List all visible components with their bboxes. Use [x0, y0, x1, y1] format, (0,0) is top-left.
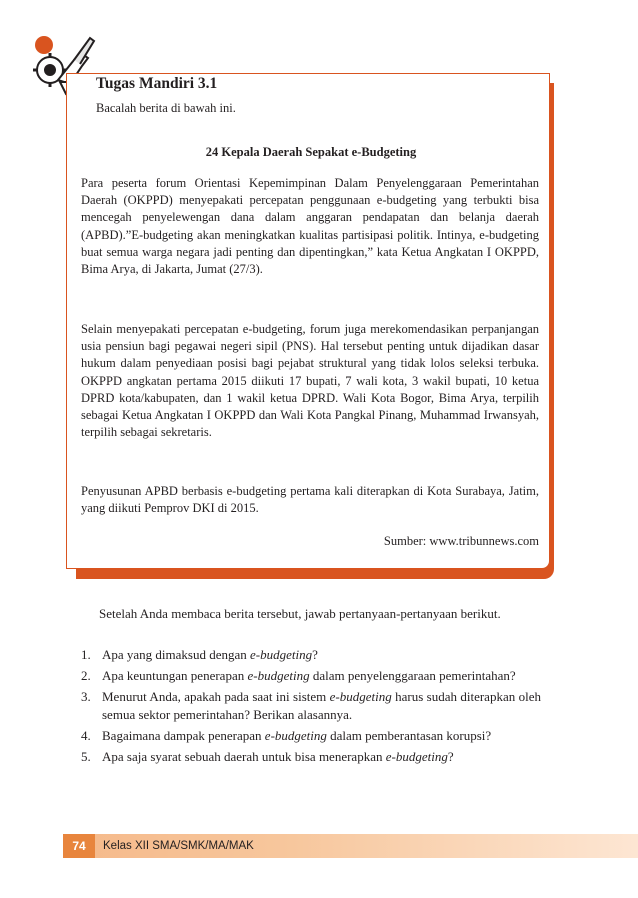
task-title: Tugas Mandiri 3.1: [96, 75, 218, 92]
question-number: 5.: [81, 749, 91, 764]
questions-intro: [81, 605, 539, 623]
task-instruction: Bacalah berita di bawah ini.: [96, 101, 236, 115]
page-number: 74: [63, 834, 95, 858]
question-item: [81, 688, 541, 724]
question-text: Apa keuntungan penerapan: [102, 668, 248, 683]
article-paragraph: Penyusunan APBD berbasis e-budgeting pertama kali diterapkan di Kota Surabaya, Jatim, yang diikuti Pemprov DKI di 2015.: [81, 484, 539, 516]
questions-intro-text: Setelah Anda membaca berita tersebut, jawab pertanyaan-pertanyaan berikut.: [99, 606, 501, 621]
question-list: [81, 646, 541, 769]
question-text: harus sudah diterapkan oleh semua sektor pemerintahan? Berikan alasannya.: [102, 689, 541, 722]
question-text: ?: [312, 647, 318, 662]
question-item: [81, 727, 541, 745]
book-title: Kelas XII SMA/SMK/MA/MAK: [103, 840, 254, 852]
article-source: Sumber: www.tribunnews.com: [383, 534, 539, 548]
article-paragraph: Selain menyepakati percepatan e-budgeting, forum juga merekomendasikan perpanjangan usia pensiun bagi pegawai negeri sipil (PNS). Hal tersebut penting untuk dijadikan dasar hukum dalam penyediaan posisi bagi pejabat struktural yang tidak lolos seleksi terbuka. OKPPD angkatan pertama 2015 diikuti 17 bupati, 7 wali kota, 3 wakil bupati, 10 ketua DPRD kota/kabupaten, dan 1 wakil ketua DPRD. Wali Kota Bogor, Bima Arya, terpilih sebagai Ketua Angkatan I OKPPD dan Wali Kota Pangkal Pinang, Muhammad Irwansyah, terpilih sebagai sekretaris.: [81, 322, 539, 440]
question-term: e-budgeting: [329, 689, 392, 704]
question-number: 3.: [81, 689, 91, 704]
article-title: 24 Kepala Daerah Sepakat e-Budgeting: [205, 145, 417, 159]
question-text: Menurut Anda, apakah pada saat ini sistem: [102, 689, 330, 704]
question-number: 4.: [81, 728, 91, 743]
question-term: e-budgeting: [385, 749, 448, 764]
question-term: e-budgeting: [247, 668, 310, 683]
question-text: Apa saja syarat sebuah daerah untuk bisa menerapkan: [102, 749, 386, 764]
question-number: 2.: [81, 668, 91, 683]
question-item: [81, 667, 541, 685]
question-text: Apa yang dimaksud dengan: [102, 647, 251, 662]
question-number: 1.: [81, 647, 91, 662]
article-paragraph: Para peserta forum Orientasi Kepemimpinan Dalam Penyelenggaraan Pemerintahan Daerah (OKPPD) menyepakati percepatan penggunaan e-budgeting yang terbukti bisa mencegah penyelewengan dana dalam anggaran pendapatan dan belanja daerah (APBD).”E-budgeting akan meningkatkan kualitas partisipasi politik. Intinya, e-budgeting buat semua warga negara jadi penting dan dipentingkan,” kata Ketua Angkatan I OKPPD, Bima Arya, di Jakarta, Jumat (27/3).: [81, 176, 539, 277]
question-text: dalam pemberantasan korupsi?: [326, 728, 492, 743]
question-text: ?: [447, 749, 454, 764]
question-text: dalam penyelenggaraan pemerintahan?: [309, 668, 516, 683]
question-text: Bagaimana dampak penerapan: [102, 728, 265, 743]
question-term: e-budgeting: [264, 728, 327, 743]
question-item: [81, 646, 541, 664]
question-term: e-budgeting: [250, 647, 313, 662]
question-item: [81, 748, 541, 766]
